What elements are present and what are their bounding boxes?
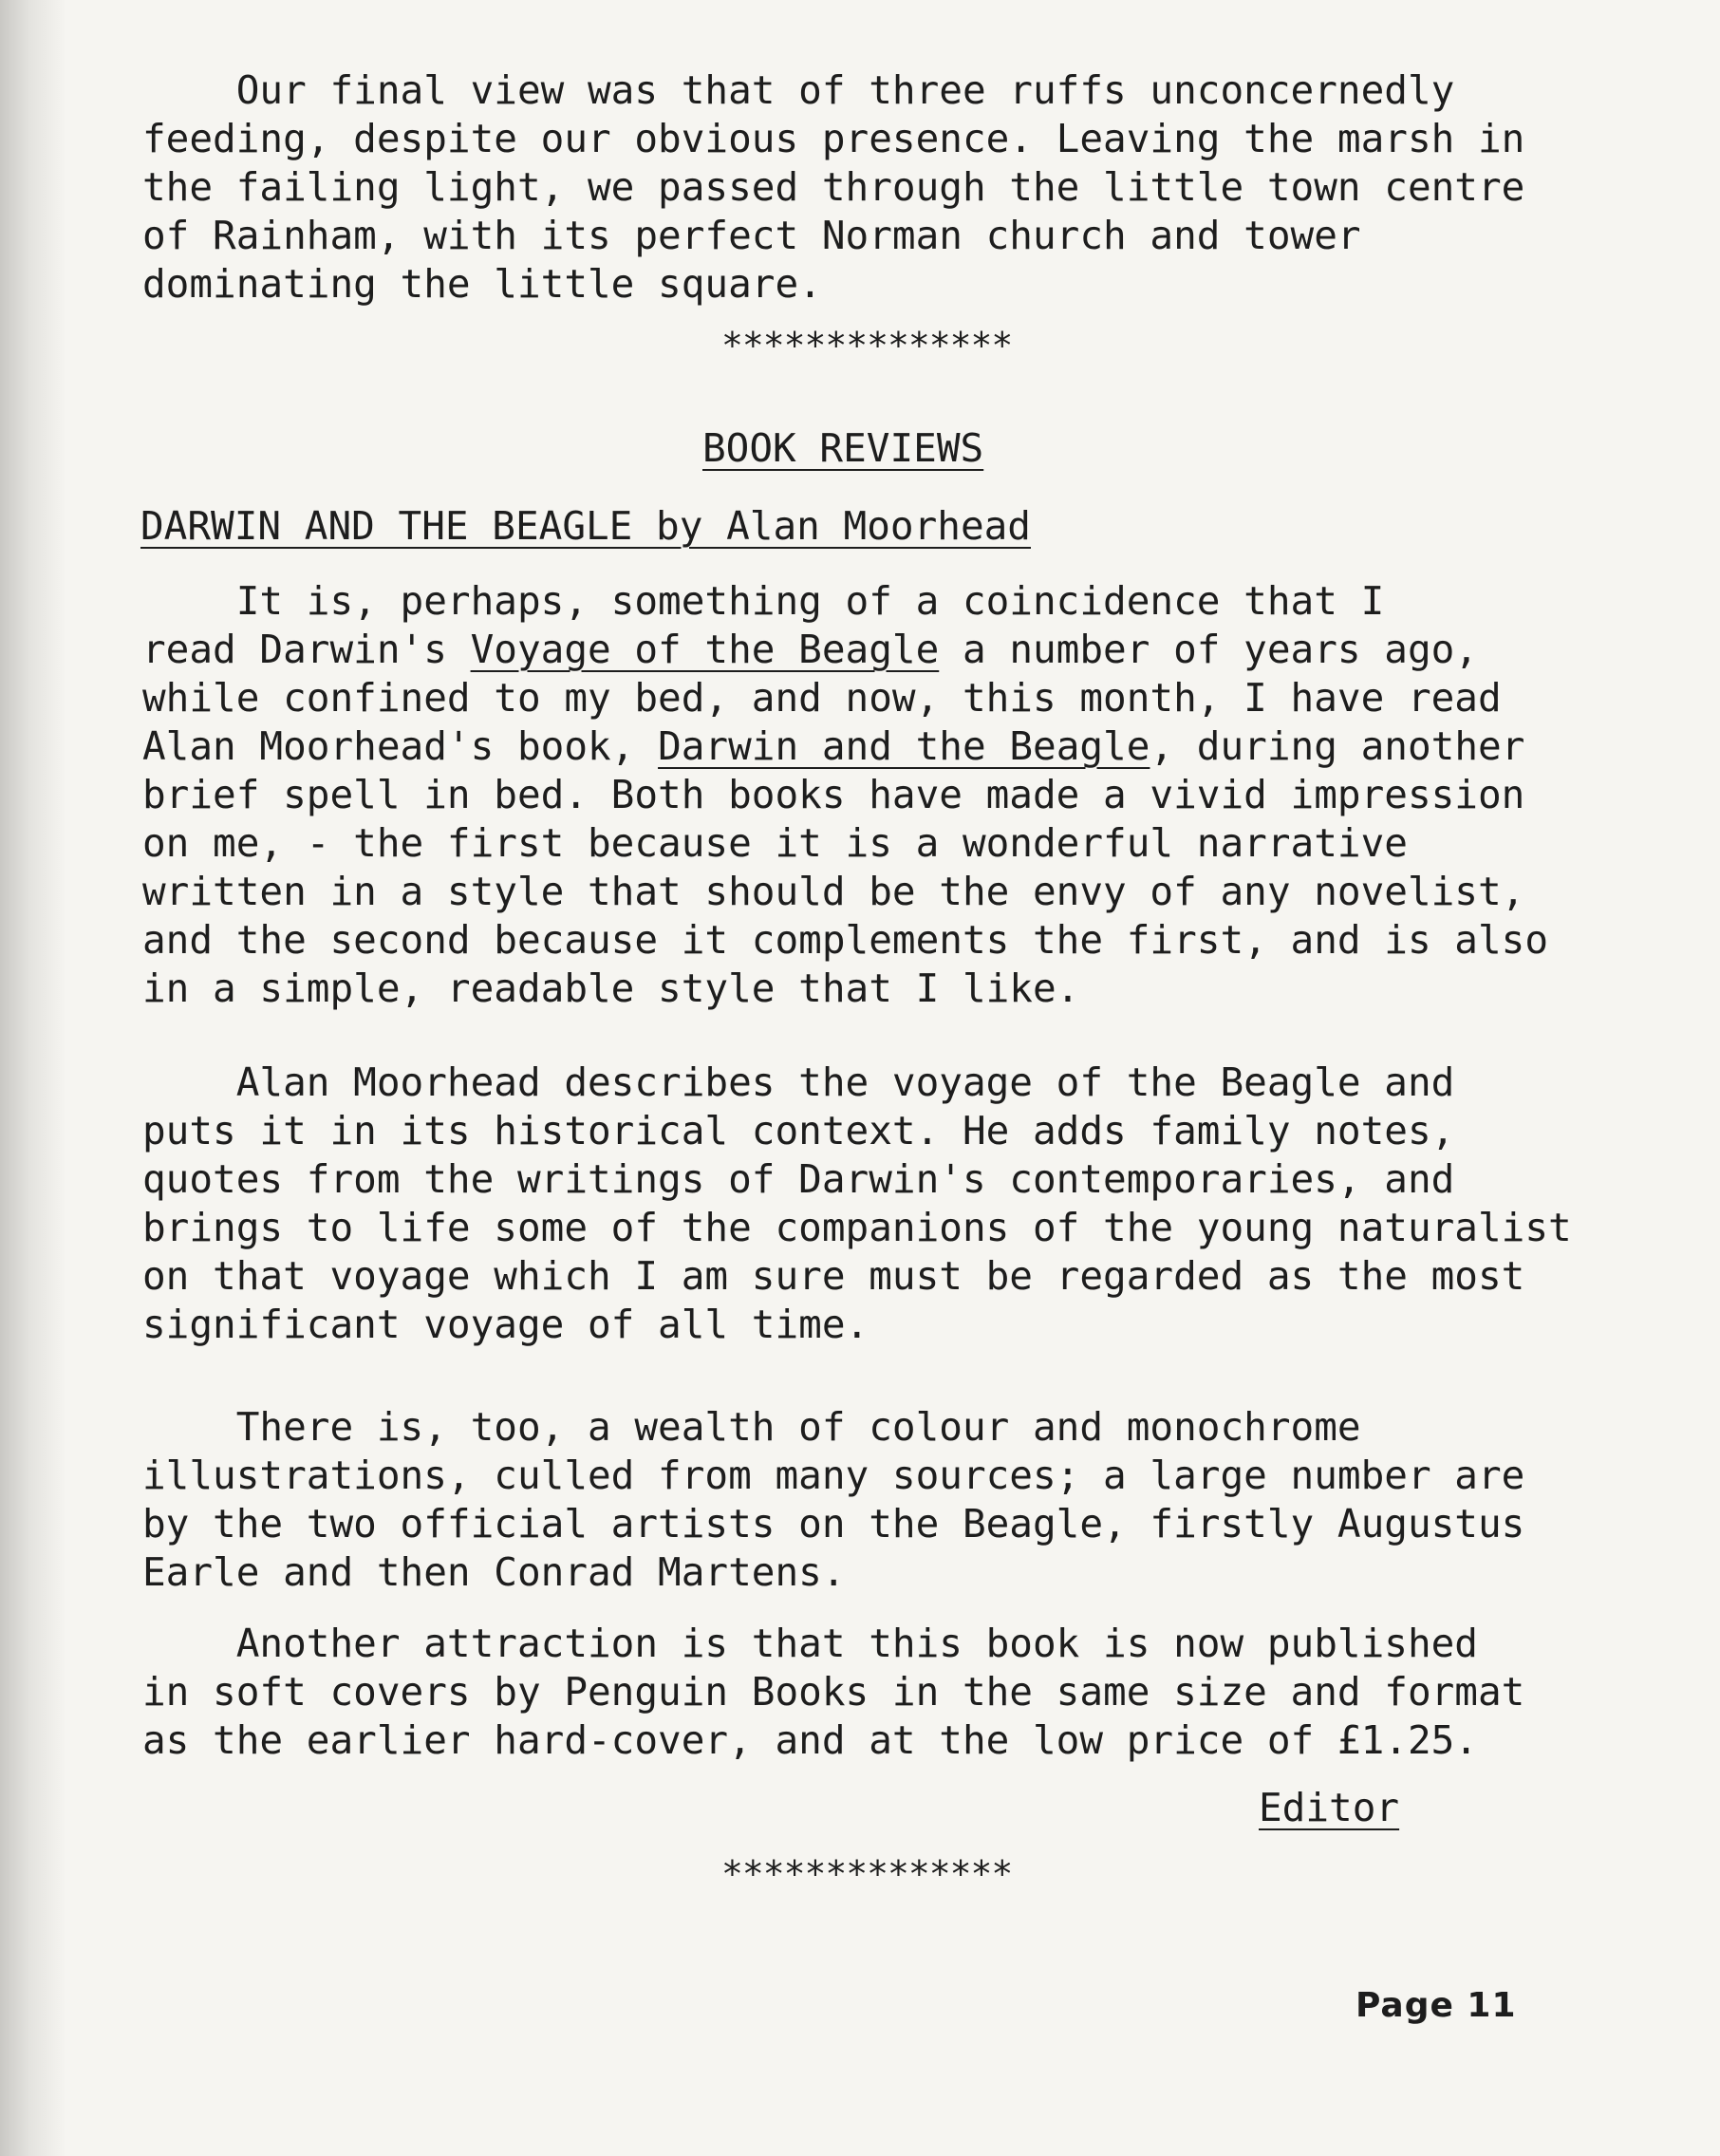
review-line: in a simple, readable style that I like.	[142, 966, 1080, 1011]
review-line: It is, perhaps, something of a coincidence that I	[142, 578, 1385, 624]
separator-stars-top: **************	[721, 325, 1013, 366]
review-signature: Editor	[1259, 1785, 1400, 1830]
review-line: Alan Moorhead describes the voyage of the Beagle and	[142, 1059, 1455, 1105]
review-line: Another attraction is that this book is now published	[142, 1621, 1478, 1666]
review-line: significant voyage of all time.	[142, 1302, 869, 1347]
section-heading: BOOK REVIEWS	[702, 425, 984, 471]
review-line: illustrations, culled from many sources; a large number are	[142, 1453, 1525, 1498]
book-title-voyage: Voyage of the Beagle	[470, 627, 940, 672]
review-line: by the two official artists on the Beagle, firstly Augustus	[142, 1501, 1525, 1547]
review-line	[142, 722, 1548, 771]
review-line: while confined to my bed, and now, this month, I have read	[142, 675, 1502, 721]
review-line: There is, too, a wealth of colour and monochrome	[142, 1404, 1361, 1450]
review-paragraph-2	[142, 1059, 1572, 1349]
intro-line: dominating the little square.	[142, 261, 822, 307]
intro-line: Our final view was that of three ruffs unconcernedly	[142, 67, 1455, 113]
review-title: DARWIN AND THE BEAGLE by Alan Moorhead	[140, 503, 1031, 549]
review-line: on that voyage which I am sure must be regarded as the most	[142, 1253, 1525, 1299]
intro-paragraph	[142, 66, 1524, 309]
book-title-darwin: Darwin and the Beagle	[658, 723, 1150, 769]
review-line: puts it in its historical context. He adds family notes,	[142, 1108, 1455, 1153]
text-span: read Darwin's	[142, 627, 471, 672]
intro-line: of Rainham, with its perfect Norman church and tower	[142, 213, 1361, 258]
review-line: and the second because it complements the first, and is also	[142, 917, 1549, 963]
review-line: in soft covers by Penguin Books in the same size and format	[142, 1669, 1525, 1715]
intro-line: the failing light, we passed through the little town centre	[142, 164, 1525, 210]
review-line	[142, 626, 1548, 674]
review-line: quotes from the writings of Darwin's contemporaries, and	[142, 1156, 1455, 1202]
review-line: on me, - the first because it is a wonderful narrative	[142, 820, 1408, 866]
review-line: as the earlier hard-cover, and at the low price of £1.25.	[142, 1717, 1478, 1763]
text-span: Alan Moorhead's book,	[142, 723, 659, 769]
page-number: Page 11	[1355, 1986, 1517, 2025]
review-paragraph-1	[142, 577, 1548, 1013]
intro-line: feeding, despite our obvious presence. Leaving the marsh in	[142, 116, 1525, 161]
text-span: a number of years ago,	[939, 627, 1478, 672]
review-line: brief spell in bed. Both books have made a vivid impression	[142, 772, 1525, 817]
review-line: brings to life some of the companions of the young naturalist	[142, 1205, 1572, 1250]
review-paragraph-3	[142, 1403, 1524, 1597]
review-line: Earle and then Conrad Martens.	[142, 1549, 846, 1595]
separator-stars-bottom: **************	[721, 1853, 1013, 1895]
review-paragraph-4	[142, 1620, 1524, 1765]
page-edge-shadow	[0, 0, 66, 2156]
review-line: written in a style that should be the envy of any novelist,	[142, 869, 1525, 914]
text-span: , during another	[1150, 723, 1525, 769]
